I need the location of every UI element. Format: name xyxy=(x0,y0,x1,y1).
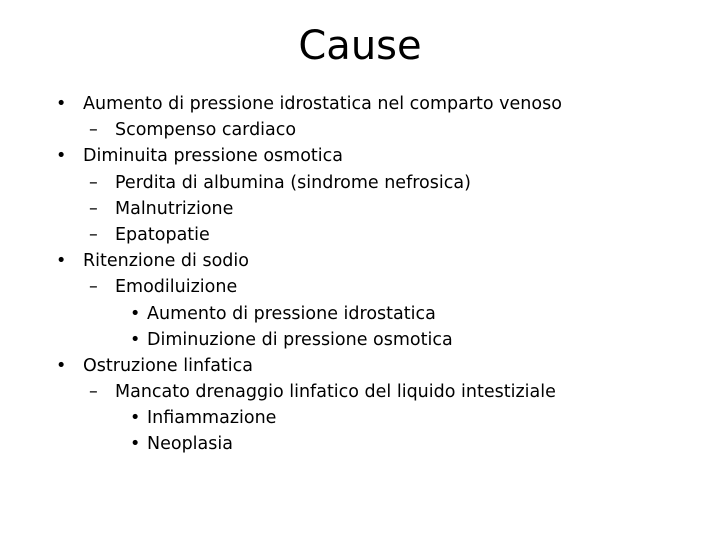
bullet-item-level2 xyxy=(0,274,720,300)
bullet-text: Ritenzione di sodio xyxy=(83,251,249,272)
bullet-marker: • xyxy=(56,146,67,167)
bullet-text: Emodiluizione xyxy=(115,277,238,298)
bullet-item-level2 xyxy=(0,222,720,248)
bullet-item-level2 xyxy=(0,117,720,143)
dash-marker: – xyxy=(89,224,98,245)
bullet-item-level2 xyxy=(0,379,720,405)
bullet-text: Epatopatie xyxy=(115,224,210,245)
bullet-item-level1 xyxy=(0,143,720,169)
dash-marker: – xyxy=(89,382,98,403)
bullet-marker: • xyxy=(56,355,67,376)
bullet-text: Aumento di pressione idrostatica xyxy=(147,303,436,324)
bullet-text: Ostruzione linfatica xyxy=(83,355,253,376)
bullet-item-level3 xyxy=(0,405,720,431)
bullet-text: Diminuzione di pressione osmotica xyxy=(147,329,453,350)
dash-marker: – xyxy=(89,120,98,141)
bullet-item-level2 xyxy=(0,170,720,196)
bullet-text: Neoplasia xyxy=(147,434,233,455)
bullet-item-level3 xyxy=(0,301,720,327)
bullet-text: Scompenso cardiaco xyxy=(115,120,297,141)
bullet-item-level2 xyxy=(0,196,720,222)
bullet-text: Infiammazione xyxy=(147,408,277,429)
bullet-item-level3 xyxy=(0,327,720,353)
bullet-item-level3 xyxy=(0,431,720,457)
bullet-marker: • xyxy=(130,434,141,455)
bullet-list xyxy=(0,91,720,458)
bullet-text: Malnutrizione xyxy=(115,198,234,219)
dash-marker: – xyxy=(89,277,98,298)
bullet-item-level1 xyxy=(0,353,720,379)
bullet-text: Diminuita pressione osmotica xyxy=(83,146,343,167)
bullet-item-level1 xyxy=(0,248,720,274)
bullet-marker: • xyxy=(130,329,141,350)
dash-marker: – xyxy=(89,198,98,219)
bullet-text: Mancato drenaggio linfatico del liquido intestiziale xyxy=(115,382,556,403)
bullet-text: Aumento di pressione idrostatica nel comparto venoso xyxy=(83,94,562,114)
bullet-marker: • xyxy=(56,251,67,272)
bullet-marker: • xyxy=(130,408,141,429)
bullet-text: Perdita di albumina (sindrome nefrosica) xyxy=(115,172,471,193)
bullet-marker: • xyxy=(56,94,67,114)
slide-title: Cause xyxy=(298,23,422,69)
bullet-marker: • xyxy=(130,303,141,324)
dash-marker: – xyxy=(89,172,98,193)
bullet-item-level1 xyxy=(0,91,720,117)
